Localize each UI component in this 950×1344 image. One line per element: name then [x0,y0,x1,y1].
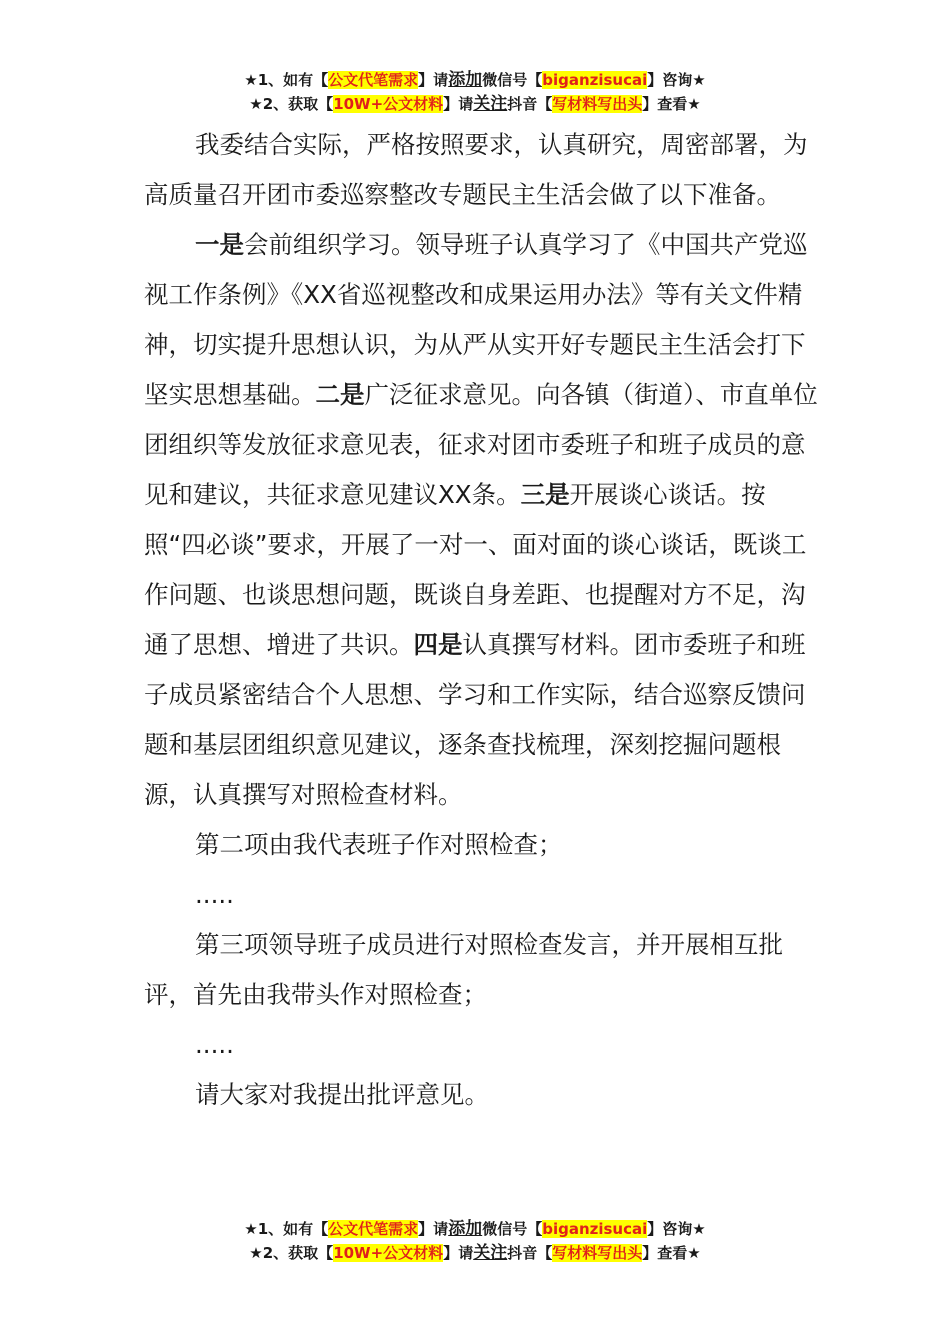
paragraph-closing: 请大家对我提出批评意见。 [195,1080,489,1109]
banner-text: 】咨询★ [647,1220,706,1238]
point-text: 认真撰写材料。团市委班子和班子成员紧密结合个人思想、学习和工作实际，结合巡察反馈问题和基层团组织意见建议，逐条查找梳理，深刻挖掘问题根源，认真撰写对照检查材料。 [144,630,806,809]
ellipsis: ..... [195,1030,234,1059]
banner-line-1 [0,1217,950,1241]
banner-highlight: 10W+公文材料 [333,95,444,113]
douyin-account: 写材料写出头 [552,1244,643,1262]
point-text: 广泛征求意见。向各镇（街道）、市直单位团组织等发放征求意见表，征求对团市委班子和班子成员的意见和建议，共征求意见建议XX条。 [144,380,818,509]
paragraph-item-two: 第二项由我代表班子作对照检查； [195,830,563,859]
top-banner [0,68,950,116]
banner-line-2 [0,1241,950,1265]
banner-text: 微信号【 [482,71,543,89]
banner-text: 】请 [443,95,474,113]
banner-text: 抖音【 [507,1244,553,1262]
banner-line-1 [0,68,950,92]
banner-highlight: 公文代笔需求 [328,71,419,89]
banner-emphasis: 关注 [473,94,508,114]
ellipsis: ..... [195,880,234,909]
banner-text: 】查看★ [642,95,701,113]
paragraph-intro: 我委结合实际，严格按照要求，认真研究，周密部署，为高质量召开团市委巡察整改专题民主生活会做了以下准备。 [144,130,808,209]
banner-text: ★1、如有【 [244,71,329,89]
banner-emphasis: 关注 [473,1243,508,1263]
banner-text: ★2、获取【 [249,95,334,113]
point-label: 一是 [195,230,244,259]
banner-text: 】请 [418,71,449,89]
banner-text: ★1、如有【 [244,1220,329,1238]
banner-highlight: 10W+公文材料 [333,1244,444,1262]
point-label: 三是 [520,480,570,509]
point-text: 会前组织学习。领导班子认真学习了《中国共产党巡视工作条例》《XX省巡视整改和成果运用办法》等有关文件精神，切实提升思想认识，为从严从实开好专题民主生活会打下坚实思想基础。 [144,230,808,409]
banner-text: 】咨询★ [647,71,706,89]
banner-text: 微信号【 [482,1220,543,1238]
banner-text: 抖音【 [507,95,553,113]
banner-emphasis: 添加 [448,70,483,90]
point-label: 二是 [315,380,365,409]
point-text: 开展谈心谈话。按照“四必谈”要求，开展了一对一、面对面的谈心谈话，既谈工作问题、也谈思想问题，既谈自身差距、也提醒对方不足，沟通了思想、增进了共识。 [144,480,807,659]
wechat-id: biganzisucai [542,1220,648,1238]
banner-highlight: 公文代笔需求 [328,1220,419,1238]
document-body [144,120,824,1120]
paragraph-item-three: 第三项领导班子成员进行对照检查发言，并开展相互批评，首先由我带头作对照检查； [144,930,783,1009]
banner-text: 】查看★ [642,1244,701,1262]
wechat-id: biganzisucai [542,71,648,89]
banner-text: 】请 [418,1220,449,1238]
banner-text: ★2、获取【 [249,1244,334,1262]
banner-emphasis: 添加 [448,1219,483,1239]
bottom-banner [0,1217,950,1265]
banner-line-2 [0,92,950,116]
banner-text: 】请 [443,1244,474,1262]
douyin-account: 写材料写出头 [552,95,643,113]
paragraph-preparations [144,220,824,820]
point-label: 四是 [413,630,463,659]
